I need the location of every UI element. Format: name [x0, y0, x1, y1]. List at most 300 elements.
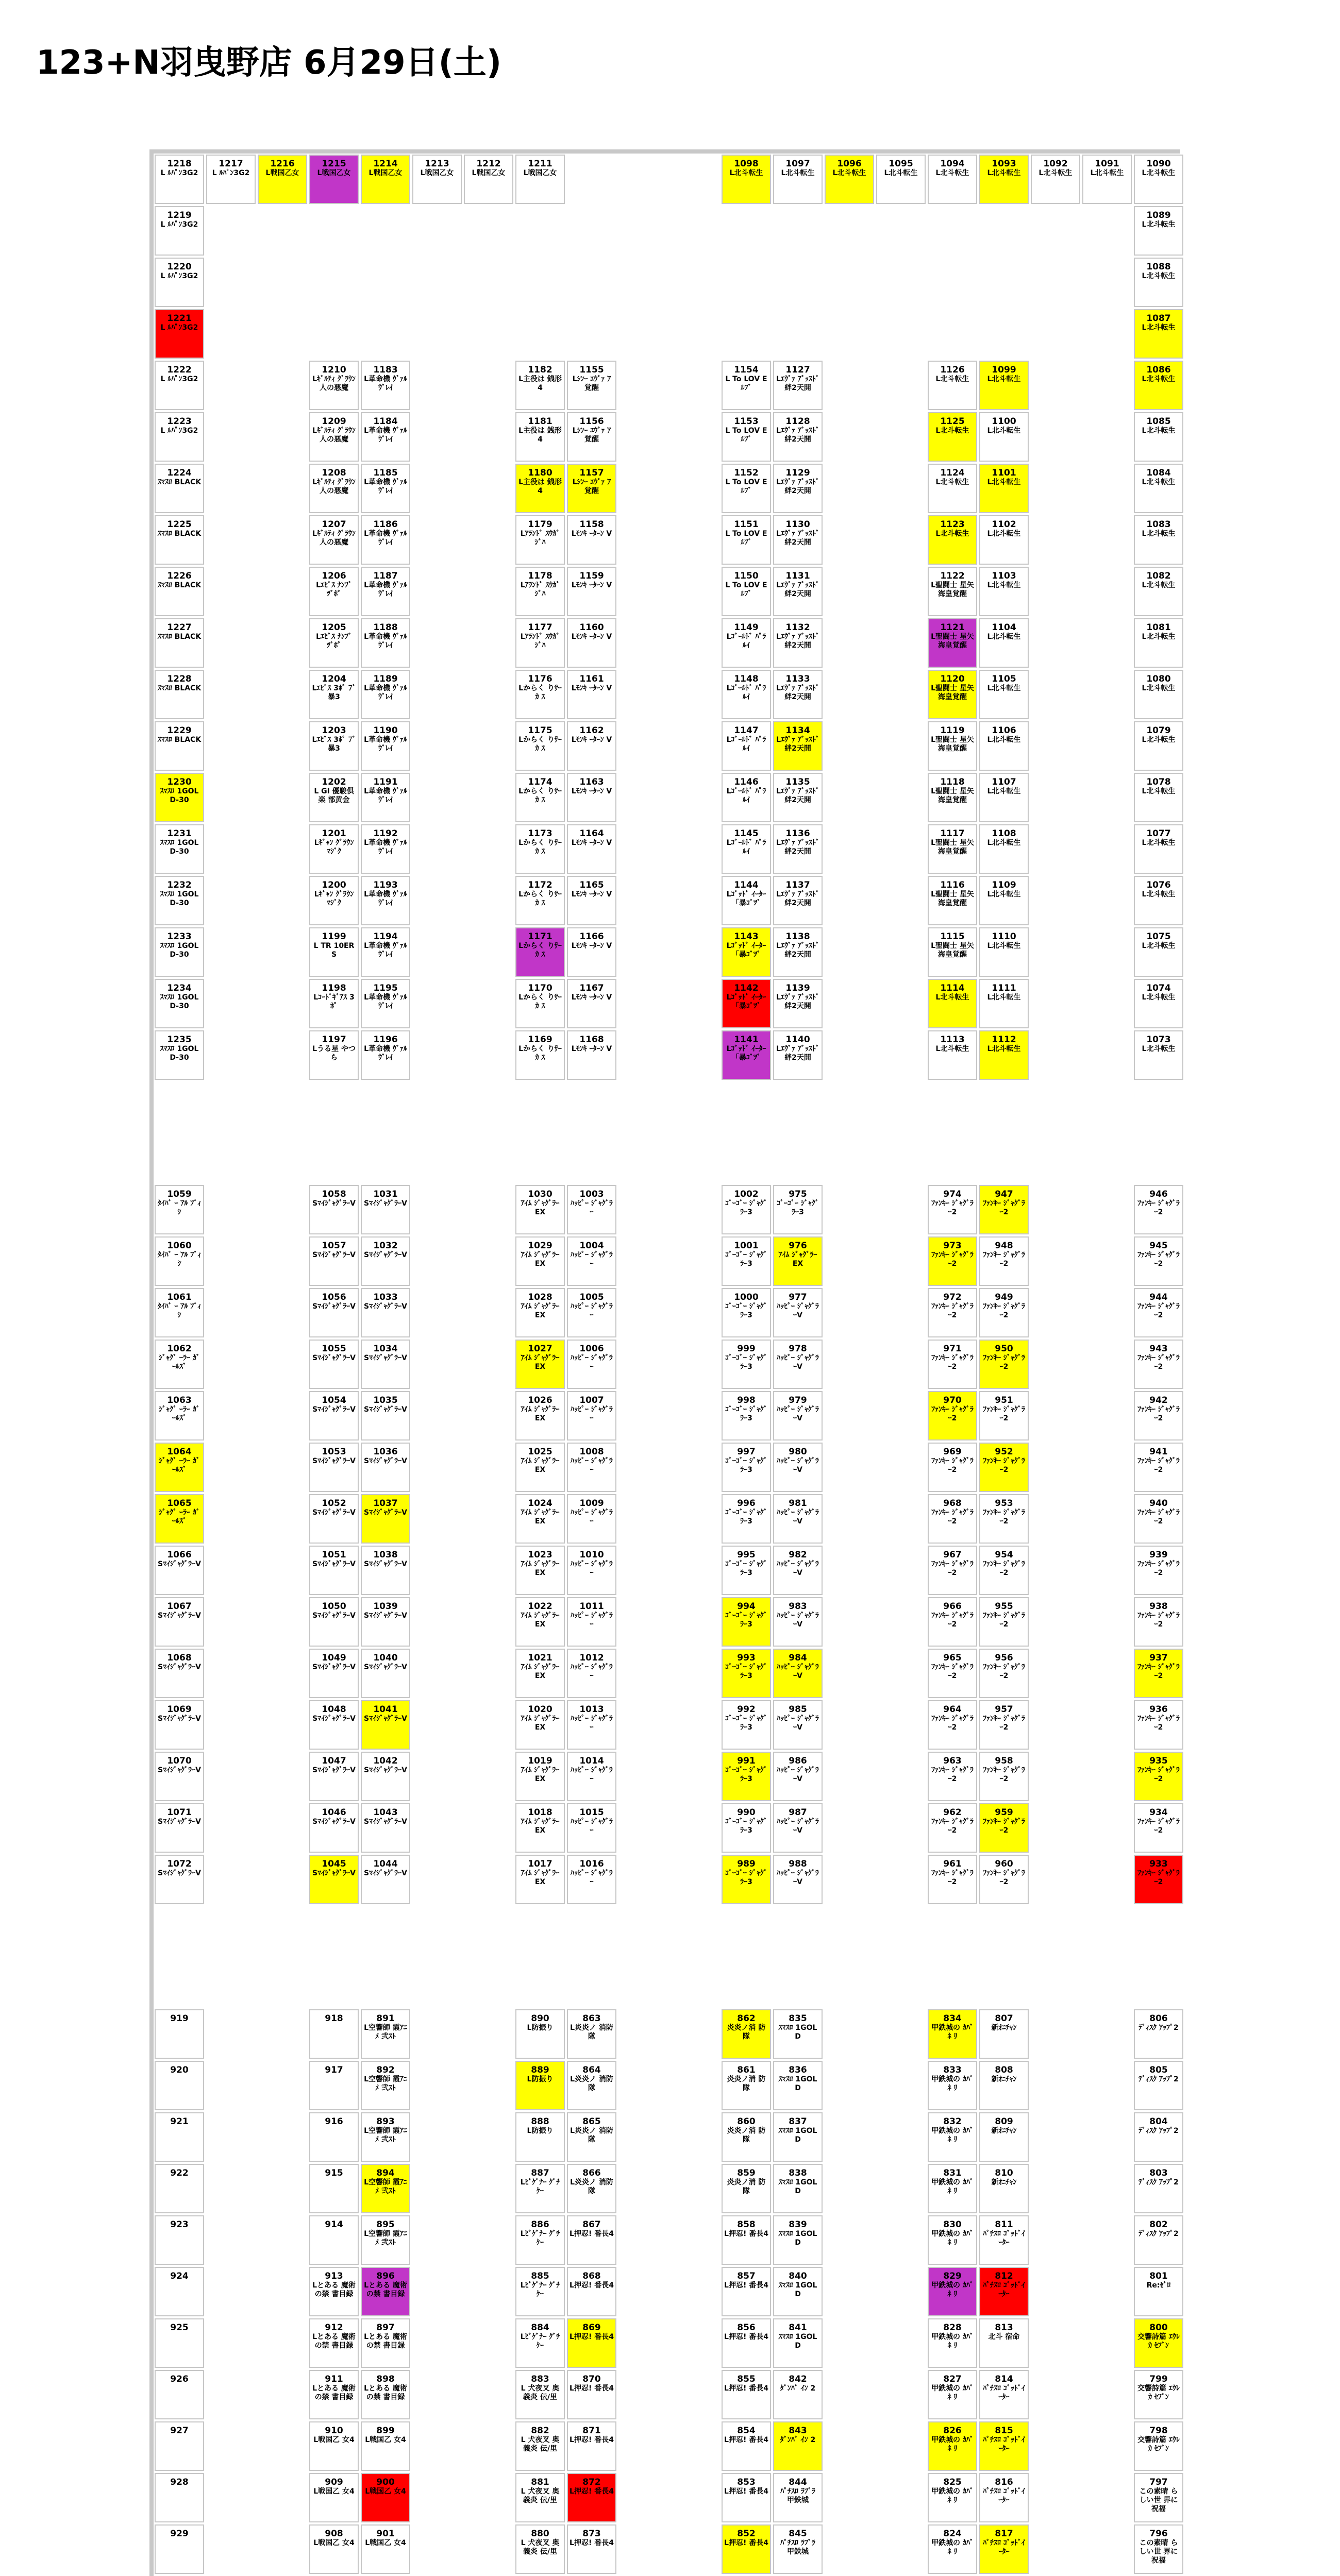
machine-cell-1161[interactable]: [567, 670, 616, 719]
machine-cell-1207[interactable]: [309, 515, 359, 565]
machine-cell-1218[interactable]: [155, 155, 204, 204]
machine-cell-945[interactable]: [1134, 1236, 1183, 1286]
machine-cell-1127[interactable]: [773, 361, 823, 410]
machine-cell-979[interactable]: [773, 1391, 823, 1440]
machine-cell-797[interactable]: [1134, 2473, 1183, 2522]
machine-cell-1050[interactable]: [309, 1597, 359, 1647]
machine-cell-814[interactable]: [979, 2370, 1029, 2419]
machine-cell-817[interactable]: [979, 2524, 1029, 2574]
machine-cell-1189[interactable]: [361, 670, 410, 719]
machine-cell-1230[interactable]: [155, 773, 204, 822]
machine-cell-1118[interactable]: [928, 773, 977, 822]
machine-cell-952[interactable]: [979, 1443, 1029, 1492]
machine-cell-1158[interactable]: [567, 515, 616, 565]
machine-cell-971[interactable]: [928, 1340, 977, 1389]
machine-cell-887[interactable]: [515, 2164, 565, 2213]
machine-cell-1009[interactable]: [567, 1494, 616, 1544]
machine-cell-1053[interactable]: [309, 1443, 359, 1492]
machine-cell-1117[interactable]: [928, 824, 977, 874]
machine-cell-811[interactable]: [979, 2215, 1029, 2265]
machine-cell-978[interactable]: [773, 1340, 823, 1389]
machine-cell-995[interactable]: [722, 1546, 771, 1595]
machine-cell-942[interactable]: [1134, 1391, 1183, 1440]
machine-cell-1003[interactable]: [567, 1185, 616, 1234]
machine-cell-891[interactable]: [361, 2009, 410, 2059]
machine-cell-1058[interactable]: [309, 1185, 359, 1234]
machine-cell-1217[interactable]: [206, 155, 256, 204]
machine-cell-1024[interactable]: [515, 1494, 565, 1544]
machine-cell-1033[interactable]: [361, 1288, 410, 1337]
machine-cell-1229[interactable]: [155, 721, 204, 771]
machine-cell-1098[interactable]: [722, 155, 771, 204]
machine-cell-809[interactable]: [979, 2112, 1029, 2162]
machine-cell-1113[interactable]: [928, 1030, 977, 1080]
machine-cell-993[interactable]: [722, 1649, 771, 1698]
machine-cell-1105[interactable]: [979, 670, 1029, 719]
machine-cell-1008[interactable]: [567, 1443, 616, 1492]
machine-cell-1013[interactable]: [567, 1700, 616, 1750]
machine-cell-1187[interactable]: [361, 567, 410, 616]
machine-cell-1026[interactable]: [515, 1391, 565, 1440]
machine-cell-799[interactable]: [1134, 2370, 1183, 2419]
machine-cell-980[interactable]: [773, 1443, 823, 1492]
machine-cell-832[interactable]: [928, 2112, 977, 2162]
machine-cell-938[interactable]: [1134, 1597, 1183, 1647]
machine-cell-1052[interactable]: [309, 1494, 359, 1544]
machine-cell-1080[interactable]: [1134, 670, 1183, 719]
machine-cell-1185[interactable]: [361, 464, 410, 513]
machine-cell-1085[interactable]: [1134, 412, 1183, 462]
machine-cell-882[interactable]: [515, 2421, 565, 2471]
machine-cell-1064[interactable]: [155, 1443, 204, 1492]
machine-cell-917[interactable]: [309, 2061, 359, 2110]
machine-cell-1171[interactable]: [515, 927, 565, 977]
machine-cell-1030[interactable]: [515, 1185, 565, 1234]
machine-cell-854[interactable]: [722, 2421, 771, 2471]
machine-cell-911[interactable]: [309, 2370, 359, 2419]
machine-cell-939[interactable]: [1134, 1546, 1183, 1595]
machine-cell-1216[interactable]: [258, 155, 307, 204]
machine-cell-853[interactable]: [722, 2473, 771, 2522]
machine-cell-1213[interactable]: [412, 155, 462, 204]
machine-cell-1036[interactable]: [361, 1443, 410, 1492]
machine-cell-1144[interactable]: [722, 876, 771, 925]
machine-cell-1152[interactable]: [722, 464, 771, 513]
machine-cell-800[interactable]: [1134, 2318, 1183, 2368]
machine-cell-804[interactable]: [1134, 2112, 1183, 2162]
machine-cell-1072[interactable]: [155, 1855, 204, 1904]
machine-cell-1049[interactable]: [309, 1649, 359, 1698]
machine-cell-1005[interactable]: [567, 1288, 616, 1337]
machine-cell-1022[interactable]: [515, 1597, 565, 1647]
machine-cell-962[interactable]: [928, 1803, 977, 1853]
machine-cell-807[interactable]: [979, 2009, 1029, 2059]
machine-cell-812[interactable]: [979, 2267, 1029, 2316]
machine-cell-957[interactable]: [979, 1700, 1029, 1750]
machine-cell-805[interactable]: [1134, 2061, 1183, 2110]
machine-cell-1194[interactable]: [361, 927, 410, 977]
machine-cell-1208[interactable]: [309, 464, 359, 513]
machine-cell-924[interactable]: [155, 2267, 204, 2316]
machine-cell-1196[interactable]: [361, 1030, 410, 1080]
machine-cell-881[interactable]: [515, 2473, 565, 2522]
machine-cell-919[interactable]: [155, 2009, 204, 2059]
machine-cell-943[interactable]: [1134, 1340, 1183, 1389]
machine-cell-1084[interactable]: [1134, 464, 1183, 513]
machine-cell-915[interactable]: [309, 2164, 359, 2213]
machine-cell-1165[interactable]: [567, 876, 616, 925]
machine-cell-796[interactable]: [1134, 2524, 1183, 2574]
machine-cell-936[interactable]: [1134, 1700, 1183, 1750]
machine-cell-896[interactable]: [361, 2267, 410, 2316]
machine-cell-1039[interactable]: [361, 1597, 410, 1647]
machine-cell-870[interactable]: [567, 2370, 616, 2419]
machine-cell-852[interactable]: [722, 2524, 771, 2574]
machine-cell-808[interactable]: [979, 2061, 1029, 2110]
machine-cell-989[interactable]: [722, 1855, 771, 1904]
machine-cell-918[interactable]: [309, 2009, 359, 2059]
machine-cell-954[interactable]: [979, 1546, 1029, 1595]
machine-cell-1062[interactable]: [155, 1340, 204, 1389]
machine-cell-1183[interactable]: [361, 361, 410, 410]
machine-cell-999[interactable]: [722, 1340, 771, 1389]
machine-cell-1017[interactable]: [515, 1855, 565, 1904]
machine-cell-926[interactable]: [155, 2370, 204, 2419]
machine-cell-1059[interactable]: [155, 1185, 204, 1234]
machine-cell-1083[interactable]: [1134, 515, 1183, 565]
machine-cell-934[interactable]: [1134, 1803, 1183, 1853]
machine-cell-1164[interactable]: [567, 824, 616, 874]
machine-cell-992[interactable]: [722, 1700, 771, 1750]
machine-cell-857[interactable]: [722, 2267, 771, 2316]
machine-cell-984[interactable]: [773, 1649, 823, 1698]
machine-cell-1089[interactable]: [1134, 206, 1183, 256]
machine-cell-855[interactable]: [722, 2370, 771, 2419]
machine-cell-1162[interactable]: [567, 721, 616, 771]
machine-cell-1086[interactable]: [1134, 361, 1183, 410]
machine-cell-865[interactable]: [567, 2112, 616, 2162]
machine-cell-838[interactable]: [773, 2164, 823, 2213]
machine-cell-872[interactable]: [567, 2473, 616, 2522]
machine-cell-871[interactable]: [567, 2421, 616, 2471]
machine-cell-976[interactable]: [773, 1236, 823, 1286]
machine-cell-835[interactable]: [773, 2009, 823, 2059]
machine-cell-1128[interactable]: [773, 412, 823, 462]
machine-cell-1106[interactable]: [979, 721, 1029, 771]
machine-cell-1155[interactable]: [567, 361, 616, 410]
machine-cell-1011[interactable]: [567, 1597, 616, 1647]
machine-cell-1114[interactable]: [928, 979, 977, 1028]
machine-cell-1054[interactable]: [309, 1391, 359, 1440]
machine-cell-1234[interactable]: [155, 979, 204, 1028]
machine-cell-1211[interactable]: [515, 155, 565, 204]
machine-cell-1068[interactable]: [155, 1649, 204, 1698]
machine-cell-827[interactable]: [928, 2370, 977, 2419]
machine-cell-1018[interactable]: [515, 1803, 565, 1853]
machine-cell-842[interactable]: [773, 2370, 823, 2419]
machine-cell-868[interactable]: [567, 2267, 616, 2316]
machine-cell-929[interactable]: [155, 2524, 204, 2574]
machine-cell-1153[interactable]: [722, 412, 771, 462]
machine-cell-961[interactable]: [928, 1855, 977, 1904]
machine-cell-1223[interactable]: [155, 412, 204, 462]
machine-cell-986[interactable]: [773, 1752, 823, 1801]
machine-cell-1111[interactable]: [979, 979, 1029, 1028]
machine-cell-824[interactable]: [928, 2524, 977, 2574]
machine-cell-856[interactable]: [722, 2318, 771, 2368]
machine-cell-1090[interactable]: [1134, 155, 1183, 204]
machine-cell-958[interactable]: [979, 1752, 1029, 1801]
machine-cell-1154[interactable]: [722, 361, 771, 410]
machine-cell-1168[interactable]: [567, 1030, 616, 1080]
machine-cell-965[interactable]: [928, 1649, 977, 1698]
machine-cell-975[interactable]: [773, 1185, 823, 1234]
machine-cell-1138[interactable]: [773, 927, 823, 977]
machine-cell-1130[interactable]: [773, 515, 823, 565]
machine-cell-1093[interactable]: [979, 155, 1029, 204]
machine-cell-909[interactable]: [309, 2473, 359, 2522]
machine-cell-953[interactable]: [979, 1494, 1029, 1544]
machine-cell-1125[interactable]: [928, 412, 977, 462]
machine-cell-828[interactable]: [928, 2318, 977, 2368]
machine-cell-1175[interactable]: [515, 721, 565, 771]
machine-cell-1221[interactable]: [155, 309, 204, 359]
machine-cell-1025[interactable]: [515, 1443, 565, 1492]
machine-cell-815[interactable]: [979, 2421, 1029, 2471]
machine-cell-996[interactable]: [722, 1494, 771, 1544]
machine-cell-1020[interactable]: [515, 1700, 565, 1750]
machine-cell-981[interactable]: [773, 1494, 823, 1544]
machine-cell-1045[interactable]: [309, 1855, 359, 1904]
machine-cell-1001[interactable]: [722, 1236, 771, 1286]
machine-cell-940[interactable]: [1134, 1494, 1183, 1544]
machine-cell-935[interactable]: [1134, 1752, 1183, 1801]
machine-cell-1146[interactable]: [722, 773, 771, 822]
machine-cell-889[interactable]: [515, 2061, 565, 2110]
machine-cell-1122[interactable]: [928, 567, 977, 616]
machine-cell-1228[interactable]: [155, 670, 204, 719]
machine-cell-837[interactable]: [773, 2112, 823, 2162]
machine-cell-836[interactable]: [773, 2061, 823, 2110]
machine-cell-901[interactable]: [361, 2524, 410, 2574]
machine-cell-1031[interactable]: [361, 1185, 410, 1234]
machine-cell-841[interactable]: [773, 2318, 823, 2368]
machine-cell-1102[interactable]: [979, 515, 1029, 565]
machine-cell-1151[interactable]: [722, 515, 771, 565]
machine-cell-1132[interactable]: [773, 618, 823, 668]
machine-cell-1173[interactable]: [515, 824, 565, 874]
machine-cell-1226[interactable]: [155, 567, 204, 616]
machine-cell-916[interactable]: [309, 2112, 359, 2162]
machine-cell-1099[interactable]: [979, 361, 1029, 410]
machine-cell-1002[interactable]: [722, 1185, 771, 1234]
machine-cell-1007[interactable]: [567, 1391, 616, 1440]
machine-cell-1023[interactable]: [515, 1546, 565, 1595]
machine-cell-964[interactable]: [928, 1700, 977, 1750]
machine-cell-858[interactable]: [722, 2215, 771, 2265]
machine-cell-927[interactable]: [155, 2421, 204, 2471]
machine-cell-1091[interactable]: [1082, 155, 1132, 204]
machine-cell-966[interactable]: [928, 1597, 977, 1647]
machine-cell-833[interactable]: [928, 2061, 977, 2110]
machine-cell-1107[interactable]: [979, 773, 1029, 822]
machine-cell-1048[interactable]: [309, 1700, 359, 1750]
machine-cell-1134[interactable]: [773, 721, 823, 771]
machine-cell-813[interactable]: [979, 2318, 1029, 2368]
machine-cell-985[interactable]: [773, 1700, 823, 1750]
machine-cell-987[interactable]: [773, 1803, 823, 1853]
machine-cell-1200[interactable]: [309, 876, 359, 925]
machine-cell-897[interactable]: [361, 2318, 410, 2368]
machine-cell-1198[interactable]: [309, 979, 359, 1028]
machine-cell-959[interactable]: [979, 1803, 1029, 1853]
machine-cell-1110[interactable]: [979, 927, 1029, 977]
machine-cell-1225[interactable]: [155, 515, 204, 565]
machine-cell-1143[interactable]: [722, 927, 771, 977]
machine-cell-1140[interactable]: [773, 1030, 823, 1080]
machine-cell-1181[interactable]: [515, 412, 565, 462]
machine-cell-1182[interactable]: [515, 361, 565, 410]
machine-cell-826[interactable]: [928, 2421, 977, 2471]
machine-cell-1067[interactable]: [155, 1597, 204, 1647]
machine-cell-1092[interactable]: [1031, 155, 1080, 204]
machine-cell-1077[interactable]: [1134, 824, 1183, 874]
machine-cell-1176[interactable]: [515, 670, 565, 719]
machine-cell-806[interactable]: [1134, 2009, 1183, 2059]
machine-cell-1096[interactable]: [825, 155, 874, 204]
machine-cell-1136[interactable]: [773, 824, 823, 874]
machine-cell-1170[interactable]: [515, 979, 565, 1028]
machine-cell-1043[interactable]: [361, 1803, 410, 1853]
machine-cell-1100[interactable]: [979, 412, 1029, 462]
machine-cell-1071[interactable]: [155, 1803, 204, 1853]
machine-cell-1157[interactable]: [567, 464, 616, 513]
machine-cell-840[interactable]: [773, 2267, 823, 2316]
machine-cell-892[interactable]: [361, 2061, 410, 2110]
machine-cell-1035[interactable]: [361, 1391, 410, 1440]
machine-cell-1112[interactable]: [979, 1030, 1029, 1080]
machine-cell-1193[interactable]: [361, 876, 410, 925]
machine-cell-890[interactable]: [515, 2009, 565, 2059]
machine-cell-1046[interactable]: [309, 1803, 359, 1853]
machine-cell-1034[interactable]: [361, 1340, 410, 1389]
machine-cell-1191[interactable]: [361, 773, 410, 822]
machine-cell-1088[interactable]: [1134, 258, 1183, 307]
machine-cell-970[interactable]: [928, 1391, 977, 1440]
machine-cell-1233[interactable]: [155, 927, 204, 977]
machine-cell-963[interactable]: [928, 1752, 977, 1801]
machine-cell-922[interactable]: [155, 2164, 204, 2213]
machine-cell-1061[interactable]: [155, 1288, 204, 1337]
machine-cell-1159[interactable]: [567, 567, 616, 616]
machine-cell-941[interactable]: [1134, 1443, 1183, 1492]
machine-cell-859[interactable]: [722, 2164, 771, 2213]
machine-cell-1120[interactable]: [928, 670, 977, 719]
machine-cell-864[interactable]: [567, 2061, 616, 2110]
machine-cell-1032[interactable]: [361, 1236, 410, 1286]
machine-cell-920[interactable]: [155, 2061, 204, 2110]
machine-cell-1135[interactable]: [773, 773, 823, 822]
machine-cell-1124[interactable]: [928, 464, 977, 513]
machine-cell-1115[interactable]: [928, 927, 977, 977]
machine-cell-1038[interactable]: [361, 1546, 410, 1595]
machine-cell-1010[interactable]: [567, 1546, 616, 1595]
machine-cell-798[interactable]: [1134, 2421, 1183, 2471]
machine-cell-923[interactable]: [155, 2215, 204, 2265]
machine-cell-997[interactable]: [722, 1443, 771, 1492]
machine-cell-1041[interactable]: [361, 1700, 410, 1750]
machine-cell-1145[interactable]: [722, 824, 771, 874]
machine-cell-886[interactable]: [515, 2215, 565, 2265]
machine-cell-883[interactable]: [515, 2370, 565, 2419]
machine-cell-1095[interactable]: [876, 155, 926, 204]
machine-cell-912[interactable]: [309, 2318, 359, 2368]
machine-cell-810[interactable]: [979, 2164, 1029, 2213]
machine-cell-1081[interactable]: [1134, 618, 1183, 668]
machine-cell-888[interactable]: [515, 2112, 565, 2162]
machine-cell-1197[interactable]: [309, 1030, 359, 1080]
machine-cell-960[interactable]: [979, 1855, 1029, 1904]
machine-cell-1055[interactable]: [309, 1340, 359, 1389]
machine-cell-900[interactable]: [361, 2473, 410, 2522]
machine-cell-1079[interactable]: [1134, 721, 1183, 771]
machine-cell-1203[interactable]: [309, 721, 359, 771]
machine-cell-1166[interactable]: [567, 927, 616, 977]
machine-cell-1126[interactable]: [928, 361, 977, 410]
machine-cell-867[interactable]: [567, 2215, 616, 2265]
machine-cell-990[interactable]: [722, 1803, 771, 1853]
machine-cell-968[interactable]: [928, 1494, 977, 1544]
machine-cell-1169[interactable]: [515, 1030, 565, 1080]
machine-cell-830[interactable]: [928, 2215, 977, 2265]
machine-cell-949[interactable]: [979, 1288, 1029, 1337]
machine-cell-899[interactable]: [361, 2421, 410, 2471]
machine-cell-1037[interactable]: [361, 1494, 410, 1544]
machine-cell-816[interactable]: [979, 2473, 1029, 2522]
machine-cell-1070[interactable]: [155, 1752, 204, 1801]
machine-cell-1205[interactable]: [309, 618, 359, 668]
machine-cell-1188[interactable]: [361, 618, 410, 668]
machine-cell-1204[interactable]: [309, 670, 359, 719]
machine-cell-1119[interactable]: [928, 721, 977, 771]
machine-cell-1167[interactable]: [567, 979, 616, 1028]
machine-cell-1219[interactable]: [155, 206, 204, 256]
machine-cell-1201[interactable]: [309, 824, 359, 874]
machine-cell-1073[interactable]: [1134, 1030, 1183, 1080]
machine-cell-1150[interactable]: [722, 567, 771, 616]
machine-cell-1172[interactable]: [515, 876, 565, 925]
machine-cell-1222[interactable]: [155, 361, 204, 410]
machine-cell-1028[interactable]: [515, 1288, 565, 1337]
machine-cell-1063[interactable]: [155, 1391, 204, 1440]
machine-cell-1116[interactable]: [928, 876, 977, 925]
machine-cell-1231[interactable]: [155, 824, 204, 874]
machine-cell-860[interactable]: [722, 2112, 771, 2162]
machine-cell-1044[interactable]: [361, 1855, 410, 1904]
machine-cell-845[interactable]: [773, 2524, 823, 2574]
machine-cell-1195[interactable]: [361, 979, 410, 1028]
machine-cell-898[interactable]: [361, 2370, 410, 2419]
machine-cell-1137[interactable]: [773, 876, 823, 925]
machine-cell-843[interactable]: [773, 2421, 823, 2471]
machine-cell-925[interactable]: [155, 2318, 204, 2368]
machine-cell-1220[interactable]: [155, 258, 204, 307]
machine-cell-974[interactable]: [928, 1185, 977, 1234]
machine-cell-1179[interactable]: [515, 515, 565, 565]
machine-cell-834[interactable]: [928, 2009, 977, 2059]
machine-cell-928[interactable]: [155, 2473, 204, 2522]
machine-cell-884[interactable]: [515, 2318, 565, 2368]
